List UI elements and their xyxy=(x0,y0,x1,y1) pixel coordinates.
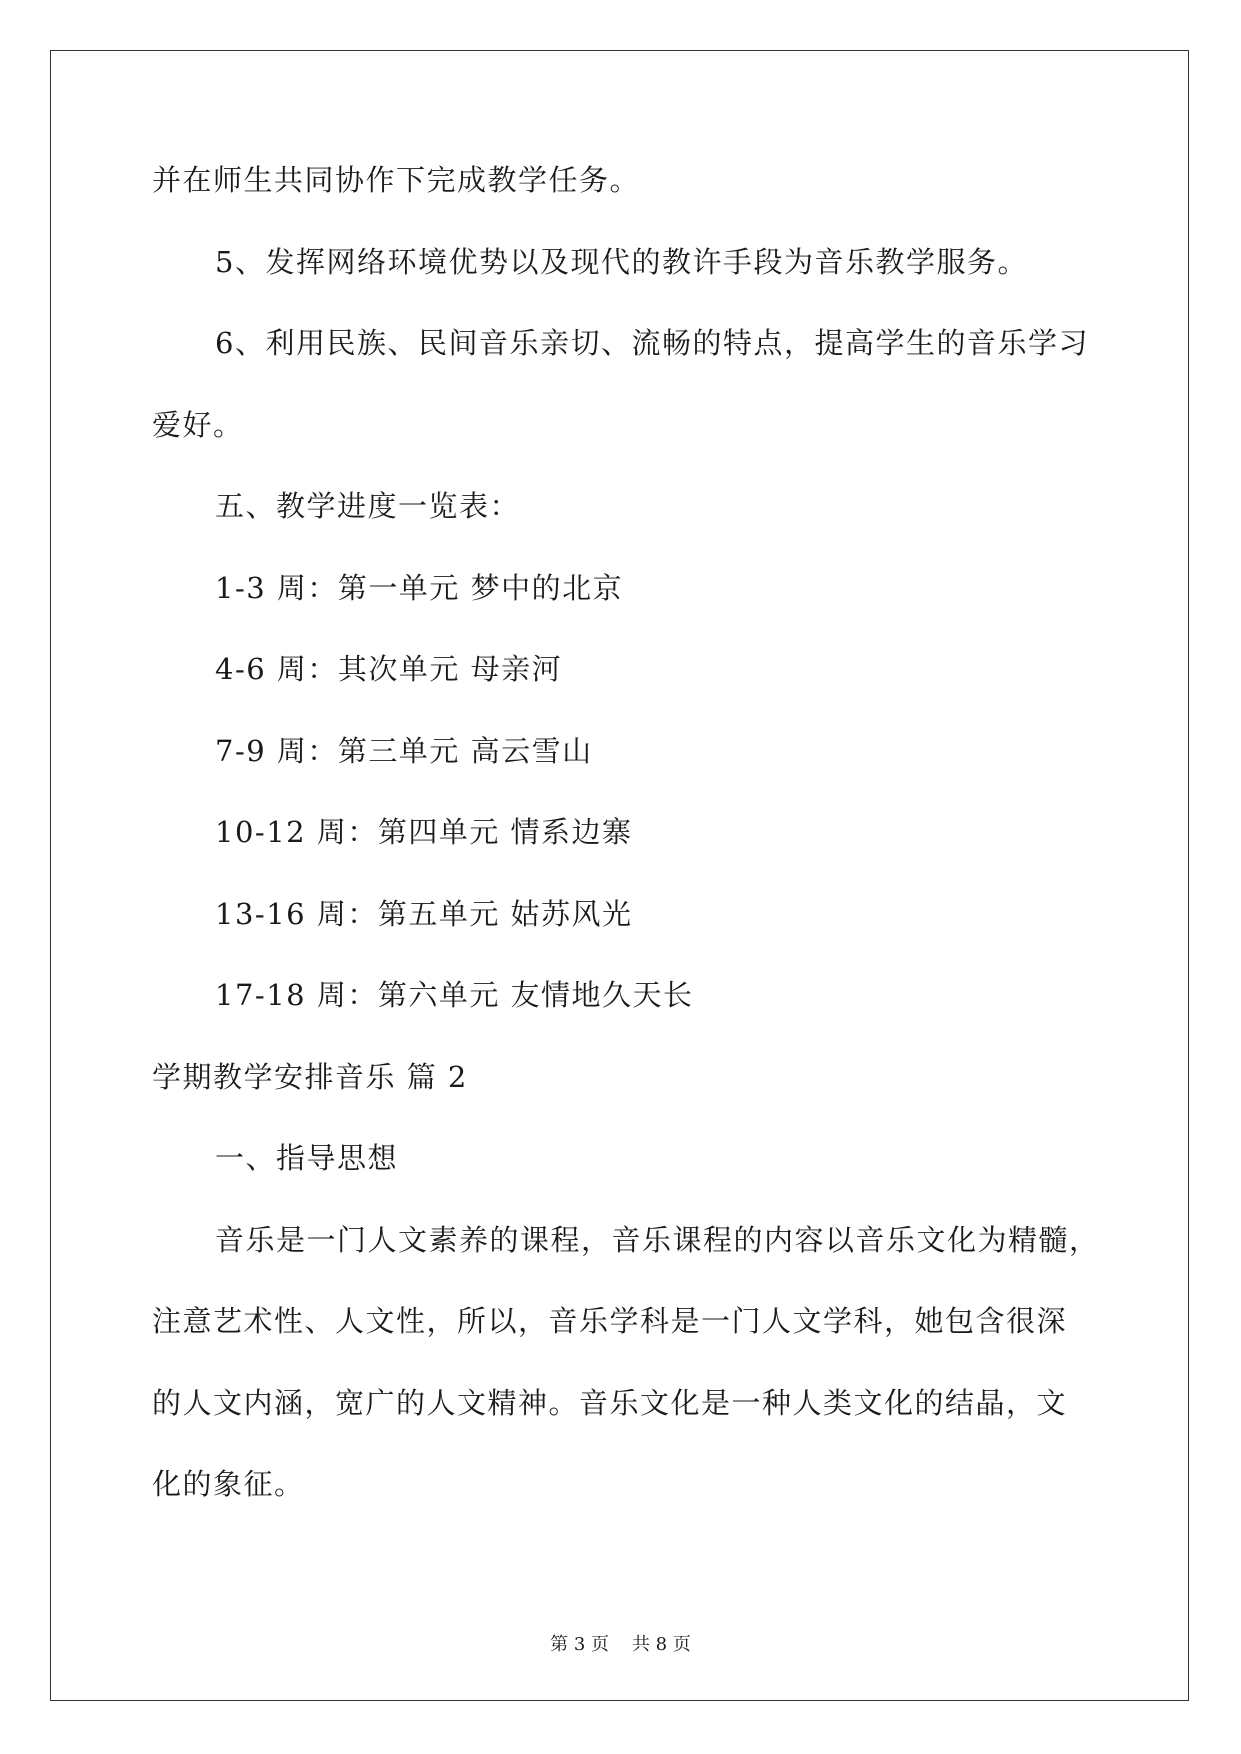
text-line: 并在师生共同协作下完成教学任务。 xyxy=(152,163,641,197)
schedule-row: 7-9 周：第三单元 高云雪山 xyxy=(215,733,593,768)
section-heading: 一、指导思想 xyxy=(215,1141,399,1175)
page-number: 第 3 页 共 8 页 xyxy=(550,1634,691,1655)
text-line: 5、发挥网络环境优势以及现代的教许手段为音乐教学服务。 xyxy=(215,244,1028,279)
schedule-row: 17-18 周：第六单元 友情地久天长 xyxy=(215,978,694,1012)
text-line: 音乐是一门人文素养的课程，音乐课程的内容以音乐文化为精髓， xyxy=(215,1222,1100,1257)
schedule-row: 10-12 周：第四单元 情系边寨 xyxy=(215,815,633,849)
schedule-row: 4-6 周：其次单元 母亲河 xyxy=(215,652,563,686)
article-title: 学期教学安排音乐 篇 2 xyxy=(152,1059,468,1094)
text-line: 注意艺术性、人文性，所以，音乐学科是一门人文学科，她包含很深 xyxy=(152,1304,1068,1338)
text-line: 爱好。 xyxy=(152,407,244,442)
section-heading: 五、教学进度一览表： xyxy=(215,489,521,523)
schedule-row: 1-3 周：第一单元 梦中的北京 xyxy=(215,570,624,605)
document-body xyxy=(152,160,1112,1546)
text-line: 化的象征。 xyxy=(152,1467,305,1501)
text-line: 6、利用民族、民间音乐亲切、流畅的特点，提高学生的音乐学习 xyxy=(215,326,1089,360)
schedule-row: 13-16 周：第五单元 姑苏风光 xyxy=(215,896,633,931)
text-line: 的人文内涵，宽广的人文精神。音乐文化是一种人类文化的结晶，文 xyxy=(152,1385,1068,1420)
